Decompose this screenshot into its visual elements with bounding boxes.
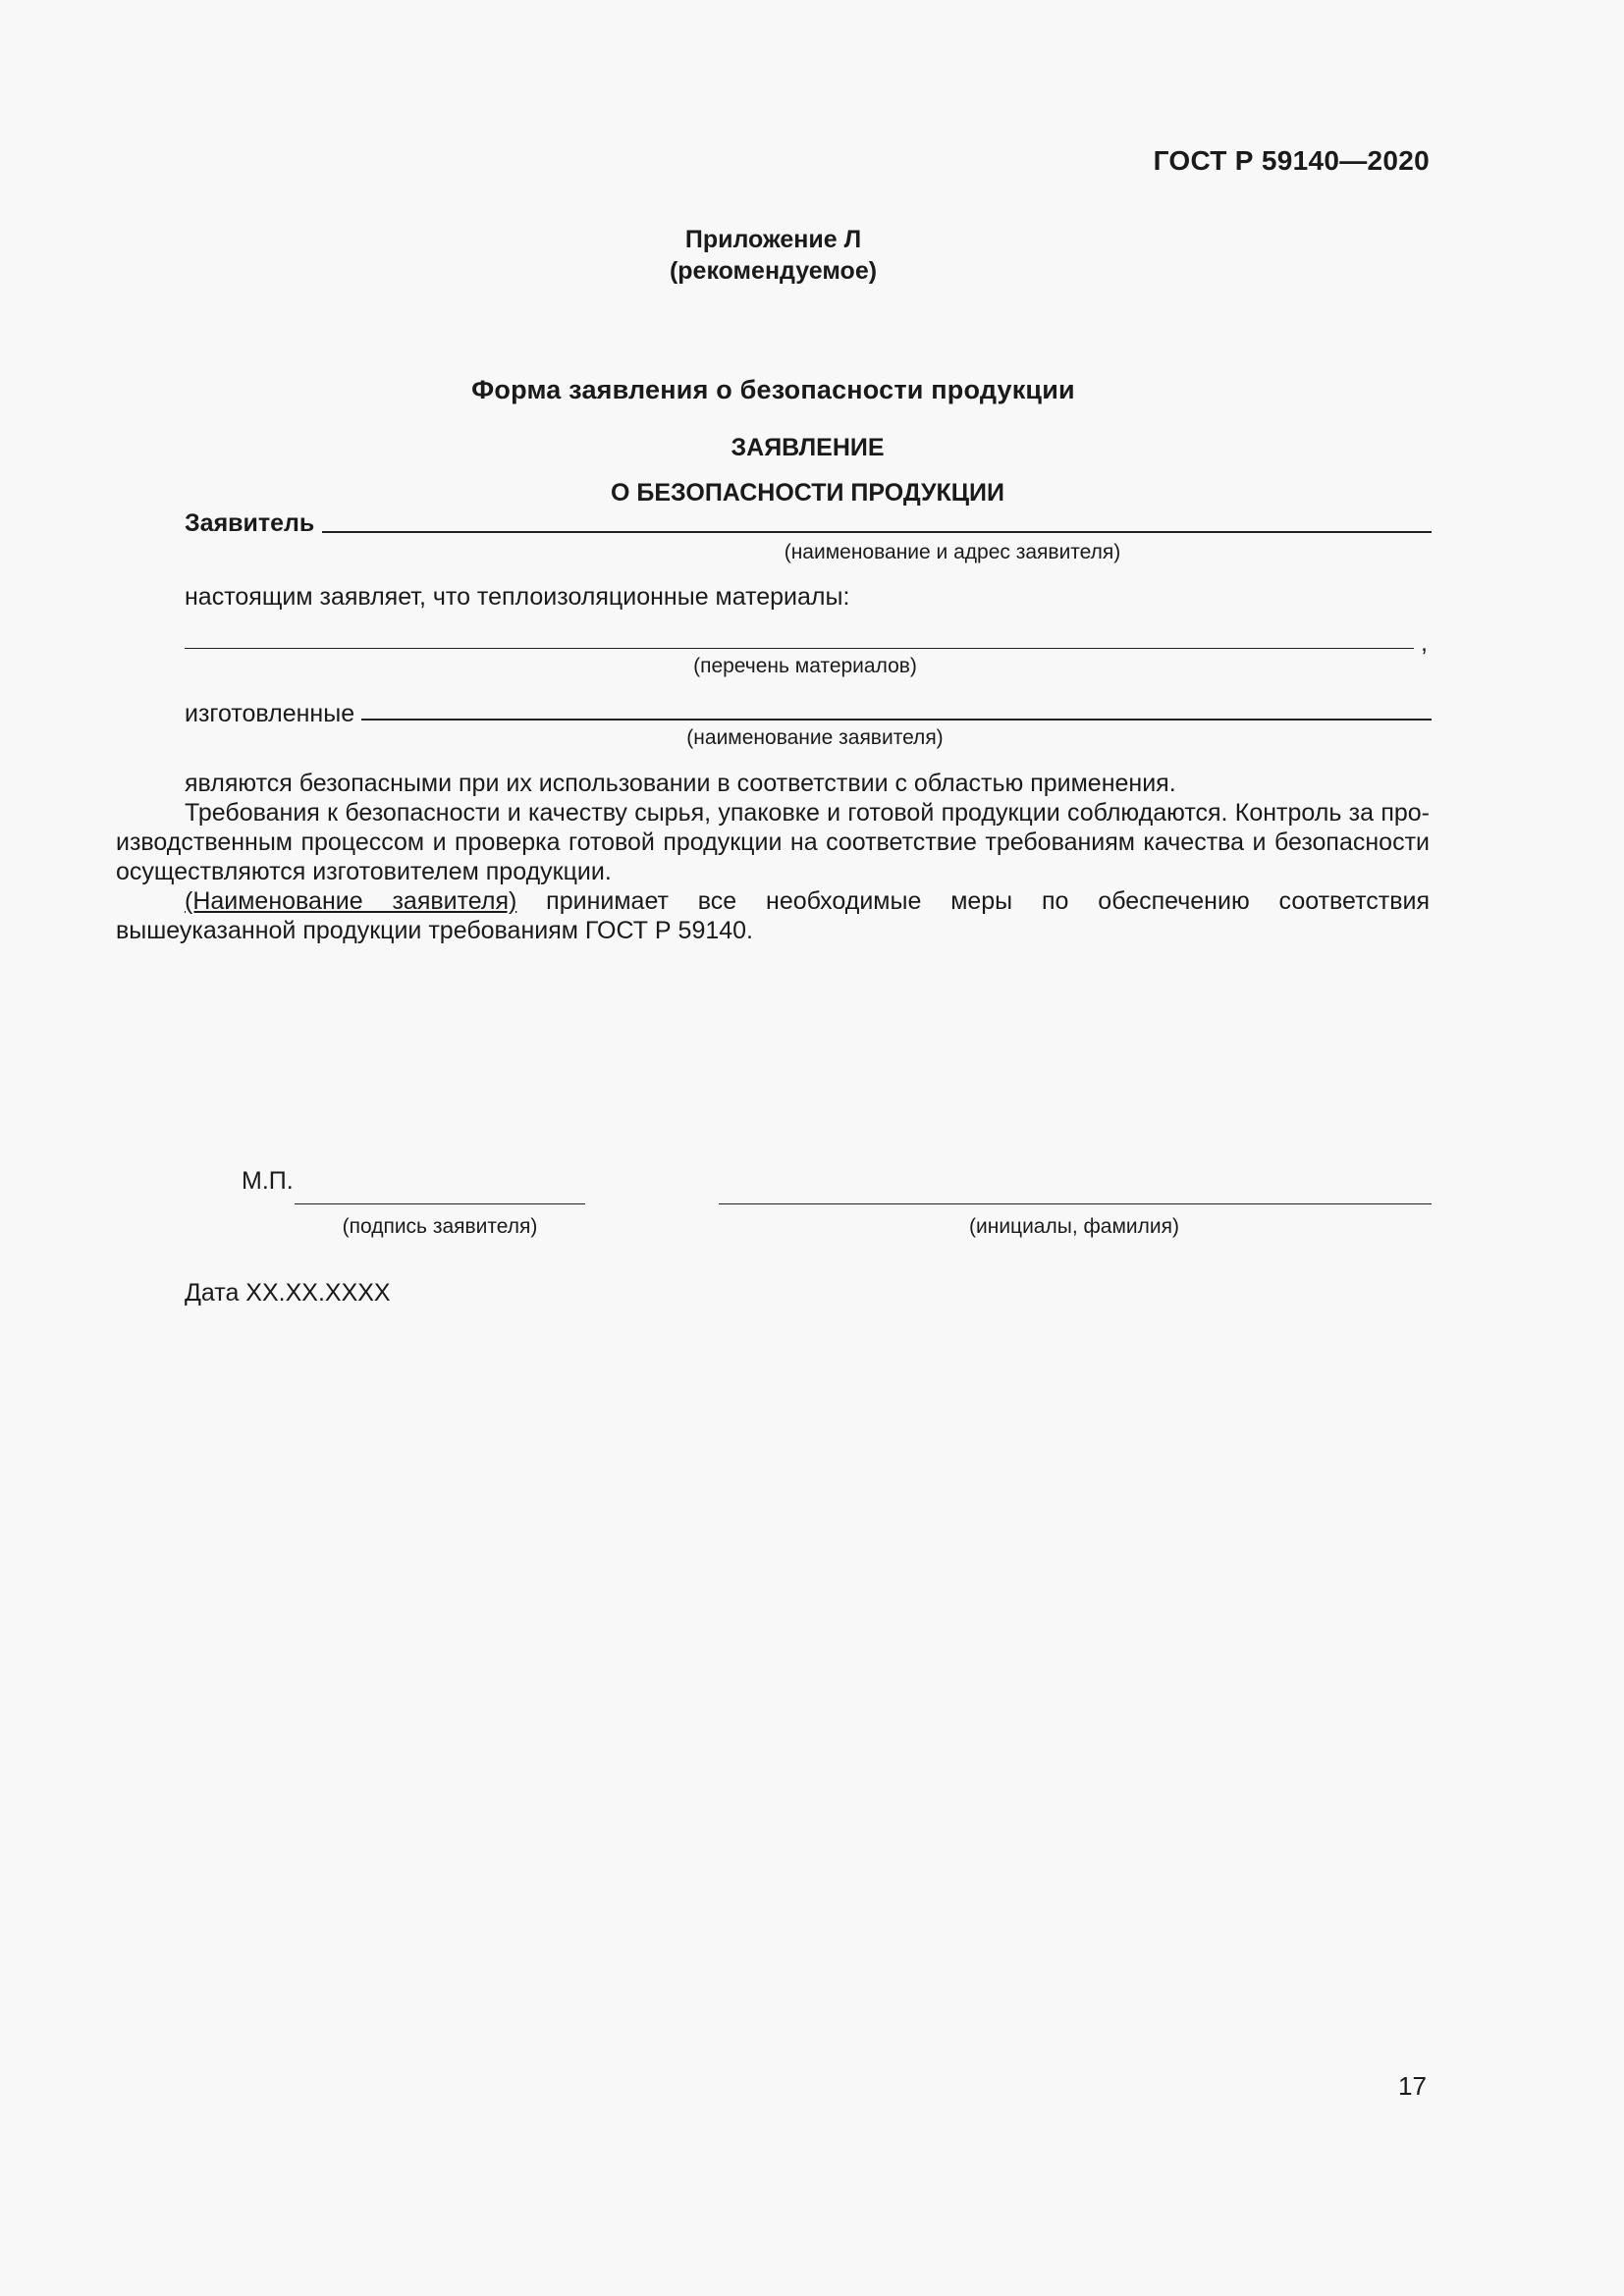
measures-paragraph bbox=[116, 886, 1430, 945]
measures-text: принимает все необходимые меры по обеспечению соответствия вышеуказанной продукции требованиям ГОСТ Р 59140. bbox=[116, 887, 1431, 944]
name-caption: (инициалы, фамилия) bbox=[969, 1215, 1179, 1238]
form-title: Форма заявления о безопасности продукции bbox=[471, 375, 1075, 404]
manufacturer-caption: (наименование заявителя) bbox=[686, 726, 944, 749]
signature-caption: (подпись заявителя) bbox=[342, 1215, 538, 1238]
appendix-heading bbox=[0, 224, 1546, 287]
statement-subtitle: О БЕЗОПАСНОСТИ ПРОДУКЦИИ bbox=[611, 479, 1004, 507]
requirements-paragraph: Требования к безопасности и качеству сырья, упаковке и готовой продукции соблюдаются. Контроль за производственным процессом и проверка готовой продукции на соответствие требованиям качества и безопасности осуществляются изготовителем продукции. bbox=[116, 799, 1430, 885]
applicant-caption: (наименование и адрес заявителя) bbox=[784, 541, 1121, 563]
appendix-subtitle: (рекомендуемое) bbox=[669, 257, 878, 285]
declares-text: настоящим заявляет, что теплоизоляционные материалы: bbox=[185, 583, 850, 611]
safety-line: являются безопасными при их использовании в соответствии с областью применения. bbox=[185, 770, 1176, 797]
applicant-name-placeholder: (Наименование заявителя) bbox=[185, 887, 517, 915]
materials-comma: , bbox=[1421, 629, 1428, 657]
page-number: 17 bbox=[1398, 2071, 1427, 2101]
statement-title: ЗАЯВЛЕНИЕ bbox=[731, 434, 885, 461]
applicant-field-line[interactable] bbox=[322, 531, 1432, 533]
appendix-title: Приложение Л bbox=[684, 226, 862, 253]
manufacturer-field-line[interactable] bbox=[361, 719, 1432, 721]
materials-caption: (перечень материалов) bbox=[693, 655, 917, 677]
document-code: ГОСТ Р 59140—2020 bbox=[1153, 145, 1430, 176]
stamp-label: М.П. bbox=[242, 1167, 294, 1195]
name-field-line[interactable] bbox=[719, 1203, 1432, 1204]
date-line: Дата XX.XX.XXXX bbox=[185, 1279, 391, 1307]
applicant-label: Заявитель bbox=[185, 509, 315, 537]
signature-field-line[interactable] bbox=[295, 1203, 585, 1204]
materials-field-line[interactable] bbox=[185, 648, 1414, 649]
manufactured-label: изготовленные bbox=[185, 700, 355, 727]
